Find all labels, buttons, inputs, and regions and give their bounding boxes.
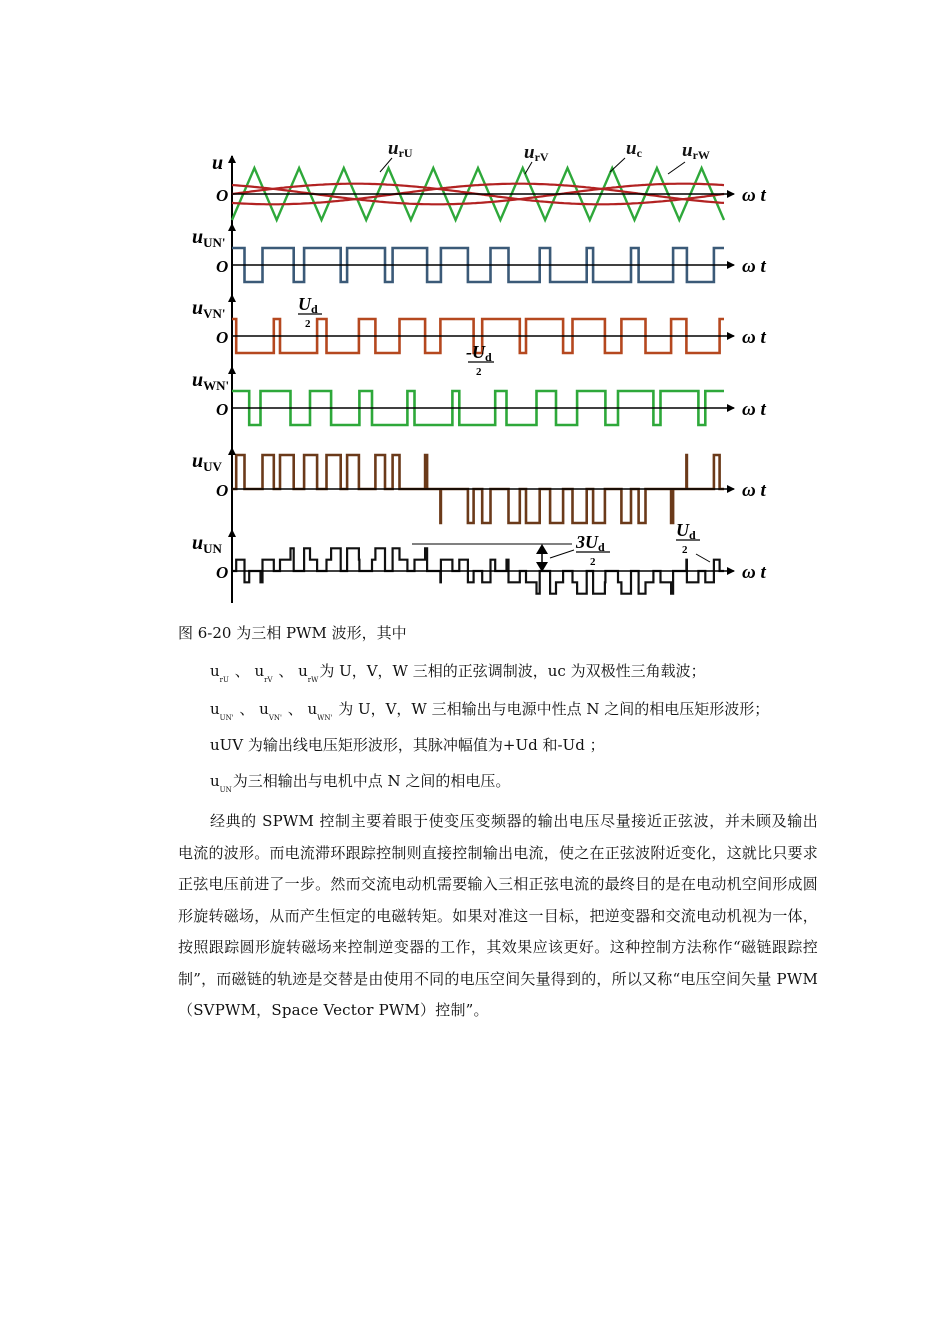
symbol-subscript: UN xyxy=(219,786,232,794)
origin-label: O xyxy=(216,563,229,582)
origin-label: O xyxy=(216,328,229,347)
symbol: u xyxy=(210,700,220,718)
ylabel-uUN: $u_{UN'}$ xyxy=(192,226,226,250)
label-urW: urW xyxy=(682,140,710,162)
definition-text: uUV 为输出线电压矩形波形，其脉冲幅值为+Ud 和-Ud ； xyxy=(210,736,605,754)
label-uc: uc xyxy=(626,138,642,160)
svg-text:-Ud: -Ud xyxy=(466,342,492,364)
definition-line xyxy=(210,660,706,685)
svg-text:2: 2 xyxy=(682,544,688,556)
annotation-neg-ud-half xyxy=(466,342,494,378)
definition-text: 为三相输出与电机中点 N 之间的相电压。 xyxy=(232,772,511,790)
origin-label: O xyxy=(216,186,229,205)
omega-t-label: ω t xyxy=(742,256,766,277)
symbol-subscript: rV xyxy=(264,676,273,684)
panel-axis-arrow xyxy=(228,529,236,537)
origin-label: O xyxy=(216,481,229,500)
pointer-urV xyxy=(525,162,532,174)
symbol: u xyxy=(259,700,269,718)
ylabel-uUN-motor: $u_{UN}$ xyxy=(192,532,222,556)
symbol: u xyxy=(210,772,220,790)
label-urU: urU xyxy=(388,138,413,160)
ylabel-uWN: $u_{WN'}$ xyxy=(192,369,230,393)
omega-t-label: ω t xyxy=(742,399,766,420)
svg-text:3Ud: 3Ud xyxy=(576,532,605,554)
definition-text: 为 U，V，W 三相输出与电源中性点 N 之间的相电压矩形波形； xyxy=(333,700,770,718)
symbol: u xyxy=(210,662,220,680)
definition-line xyxy=(210,698,769,723)
symbol-subscript: rW xyxy=(307,676,319,684)
symbol-subscript: UN' xyxy=(219,714,234,722)
symbol-subscript: WN' xyxy=(317,714,333,722)
definition-text: 为 U，V，W 三相的正弦调制波，uc 为双极性三角载波； xyxy=(319,662,706,680)
body-paragraph: 经典的 SPWM 控制主要着眼于使变压变频器的输出电压尽量接近正弦波，并未顾及输出电流的波形。而电流滞环跟踪控制则直接控制输出电流，使之在正弦波附近变化，这就比只要求正弦电压前进了一步。然而交流电动机需要输入三相正弦电流的最终目的是在电动机空间形成圆形旋转磁场，从而产生恒定的电磁转矩。如果对准这一目标，把逆变器和交流电动机视为一体，按照跟踪圆形旋转磁场来控制逆变器的工作，其效果应该更好。这种控制方法称作“磁链跟踪控制”，而磁链的轨迹是交替是由使用不同的电压空间矢量得到的，所以又称“电压空间矢量 PWM（SVPWM，Space Vector PWM）控制”。 xyxy=(178,812,818,1019)
ylabel-modulation: u xyxy=(212,152,224,174)
annotation-ud-half-last xyxy=(676,520,710,562)
omega-t-label: ω t xyxy=(742,327,766,348)
symbol: u xyxy=(254,662,265,680)
symbol-subscript: rU xyxy=(219,676,229,684)
pointer-urW xyxy=(668,162,685,174)
omega-t-label: ω t xyxy=(742,480,766,501)
pointer-uc xyxy=(610,158,625,172)
omega-t-label: ω t xyxy=(742,185,766,206)
svg-text:Ud: Ud xyxy=(676,520,696,542)
ylabel-uUV: $u_{UV}$ xyxy=(192,450,222,474)
symbol: u xyxy=(298,662,308,680)
label-urV: urV xyxy=(524,142,549,164)
panel-axis-arrow xyxy=(228,223,236,231)
origin-label: O xyxy=(216,257,229,276)
symbol-subscript: VN' xyxy=(268,714,282,722)
svg-text:Ud: Ud xyxy=(298,294,318,316)
three-phase-pwm-waveform-figure xyxy=(180,128,780,608)
omega-t-label: ω t xyxy=(742,562,766,583)
panel-axis-arrow xyxy=(228,294,236,302)
separator: 、 xyxy=(282,700,308,718)
ylabel-uVN: $u_{VN'}$ xyxy=(192,297,226,321)
symbol: u xyxy=(307,700,318,718)
separator: 、 xyxy=(234,700,260,718)
svg-text:2: 2 xyxy=(305,318,311,330)
svg-text:2: 2 xyxy=(476,366,482,378)
figure-caption: 图 6-20 为三相 PWM 波形，其中 xyxy=(178,624,407,642)
separator: 、 xyxy=(273,662,299,680)
panel-axis-arrow xyxy=(228,447,236,455)
panel-axis-arrow xyxy=(228,366,236,374)
svg-text:2: 2 xyxy=(590,556,596,568)
definition-line xyxy=(210,734,605,756)
definition-line xyxy=(210,770,510,795)
separator: 、 xyxy=(229,662,255,680)
origin-label: O xyxy=(216,400,229,419)
